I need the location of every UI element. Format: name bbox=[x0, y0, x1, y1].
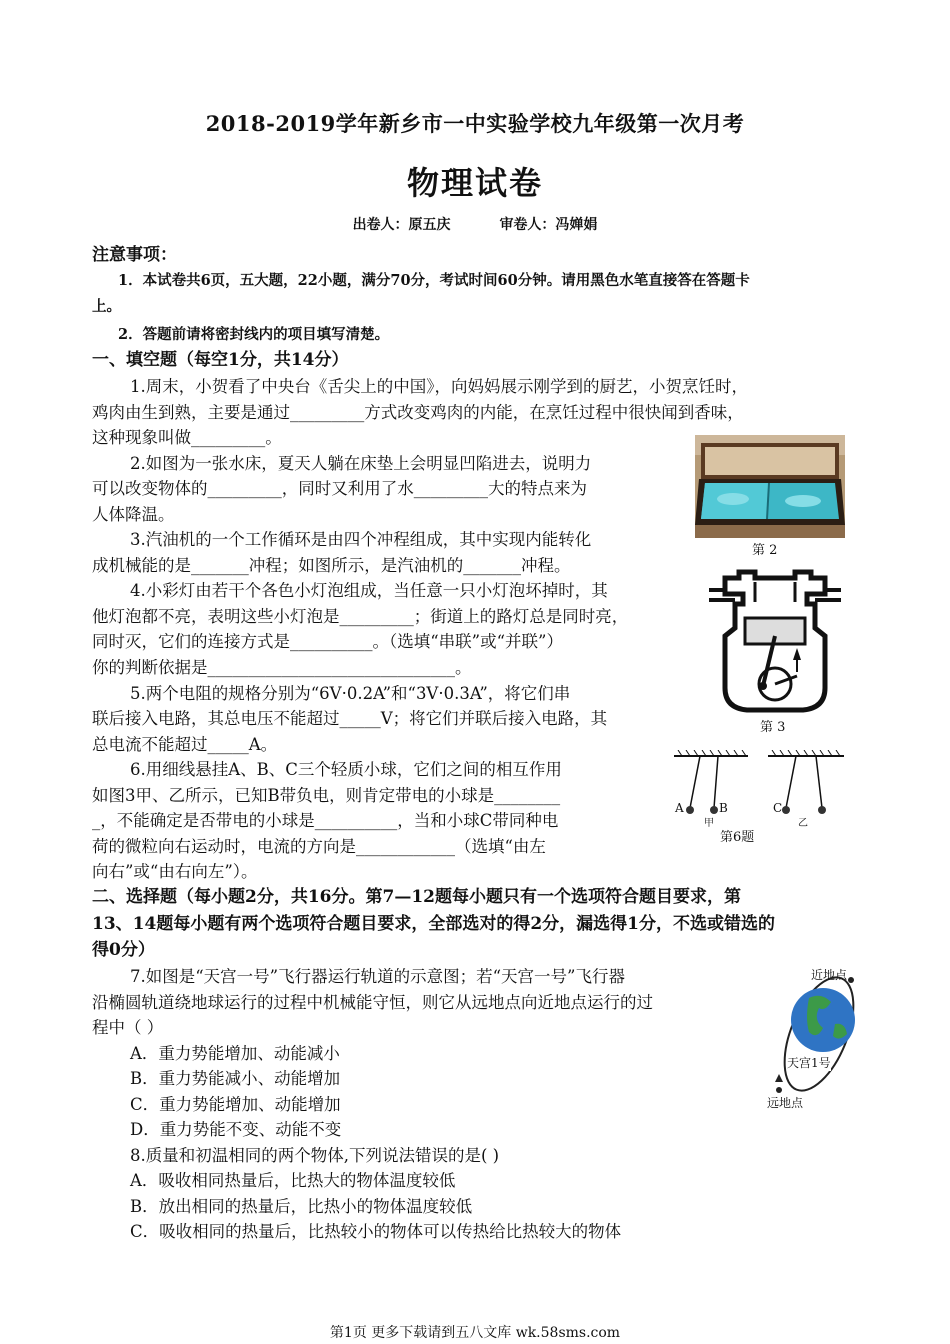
section2-heading-line: 13、14题每小题有两个选项符合题目要求，全部选对的得2分，漏选得1分，不选或错选的 bbox=[92, 914, 775, 934]
fig6-caption: 第6题 bbox=[720, 830, 755, 845]
q6-line: _，不能确定是否带电的小球是__________，当和小球C带同种电 bbox=[92, 811, 559, 830]
q6-line: 荷的微粒向右运动时，电流的方向是____________（选填“由左 bbox=[92, 837, 546, 856]
q5-line: 总电流不能超过_____A。 bbox=[92, 735, 278, 754]
notice-item-2: 2．答题前请将密封线内的项目填写清楚。 bbox=[118, 326, 390, 343]
q5-line: 联后接入电路，其总电压不能超过_____V；将它们并联后接入电路，其 bbox=[92, 709, 608, 728]
q7-option-a: A．重力势能增加、动能减小 bbox=[130, 1044, 340, 1063]
q4-line: 他灯泡都不亮，表明这些小灯泡是_________；街道上的路灯总是同时亮， bbox=[92, 607, 629, 626]
q7-option-c: C．重力势能增加、动能增加 bbox=[130, 1095, 341, 1114]
tiangong-label: 天宫1号 bbox=[787, 1056, 831, 1070]
notice-heading: 注意事项： bbox=[92, 245, 177, 265]
q6-line: 向右”或“由右向左”）。 bbox=[92, 862, 258, 881]
ball-b-label: B bbox=[719, 801, 728, 815]
fig2-caption: 第 2 bbox=[752, 543, 778, 558]
fig6-jia-label: 甲 bbox=[704, 818, 714, 829]
q1-line: 这种现象叫做_________。 bbox=[92, 428, 282, 447]
page-footer: 第1页 更多下载请到五八文库 wk.58sms.com bbox=[329, 1325, 621, 1341]
q4-line: 同时灭，它们的连接方式是__________。（选填“串联”或“并联”） bbox=[92, 632, 563, 651]
notice-item-1-cont: 上。 bbox=[92, 298, 121, 315]
orbit-figure bbox=[765, 962, 870, 1112]
q5-line: 5.两个电阻的规格分别为“6V·0.2A”和“3V·0.3A”，将它们串 bbox=[130, 684, 571, 703]
water-bed-figure bbox=[695, 435, 845, 538]
q7-line: 沿椭圆轨道绕地球运行的过程中机械能守恒，则它从远地点向近地点运行的过 bbox=[92, 993, 653, 1012]
q8-option-c: C．吸收相同的热量后，比热较小的物体可以传热给比热较大的物体 bbox=[130, 1222, 622, 1241]
q4-line: 4.小彩灯由若干个各色小灯泡组成，当任意一只小灯泡坏掉时，其 bbox=[130, 581, 608, 600]
ball-a-label: A bbox=[675, 801, 684, 815]
q2-line: 可以改变物体的_________，同时又利用了水_________大的特点来为 bbox=[92, 479, 587, 498]
q7-line: 程中（ ） bbox=[92, 1018, 164, 1037]
apogee-label: 远地点 bbox=[767, 1096, 804, 1110]
section1-heading: 一、填空题（每空1分，共14分） bbox=[92, 350, 349, 370]
author-line bbox=[0, 214, 950, 234]
reviewer: 审卷人：冯婵娟 bbox=[499, 217, 598, 233]
q7-option-b: B．重力势能减小、动能增加 bbox=[130, 1069, 341, 1088]
q7-line: 7.如图是“天宫一号”飞行器运行轨道的示意图；若“天宫一号”飞行器 bbox=[130, 967, 625, 986]
author: 出卷人：原五庆 bbox=[352, 217, 451, 233]
perigee-label: 近地点 bbox=[811, 968, 848, 982]
q8-stem: 8.质量和初温相同的两个物体,下列说法错误的是( ) bbox=[130, 1146, 500, 1165]
subject-title: 物理试卷 bbox=[406, 164, 543, 202]
fig6-yi-label: 乙 bbox=[798, 818, 808, 829]
q2-line: 2.如图为一张水床，夏天人躺在床垫上会明显凹陷进去，说明力 bbox=[130, 454, 592, 473]
q7-option-d: D．重力势能不变、动能不变 bbox=[130, 1120, 342, 1139]
engine-figure bbox=[705, 568, 845, 716]
notice-item-1: 1．本试卷共6页，五大题，22小题，满分70分，考试时间60分钟。请用黑色水笔直接答在答题卡 bbox=[118, 272, 750, 289]
q6-line: 6.用细线悬挂A、B、C三个轻质小球，它们之间的相互作用 bbox=[130, 760, 562, 779]
q8-option-b: B．放出相同的热量后，比热小的物体温度较低 bbox=[130, 1197, 473, 1216]
q2-line: 人体降温。 bbox=[92, 505, 175, 524]
hanging-balls-figure bbox=[670, 750, 850, 830]
q6-line: 如图3甲、乙所示，已知B带负电，则肯定带电的小球是________ bbox=[92, 786, 561, 805]
q1-line: 1.周末，小贺看了中央台《舌尖上的中国》，向妈妈展示刚学到的厨艺，小贺烹饪时， bbox=[130, 377, 748, 396]
q1-line: 鸡肉由生到熟，主要是通过_________方式改变鸡肉的内能，在烹饪过程中很快闻到香味， bbox=[92, 403, 744, 422]
section2-heading-line: 得0分） bbox=[92, 940, 155, 960]
ball-c-label: C bbox=[773, 801, 783, 815]
q3-line: 成机械能的是_______冲程；如图所示，是汽油机的_______冲程。 bbox=[92, 556, 571, 575]
q4-line: 你的判断依据是______________________________。 bbox=[92, 658, 472, 677]
section2-heading-line: 二、选择题（每小题2分，共16分。第7—12题每小题只有一个选项符合题目要求，第 bbox=[92, 887, 741, 907]
exam-title: 2018-2019学年新乡市一中实验学校九年级第一次月考 bbox=[205, 111, 745, 136]
fig3-caption: 第 3 bbox=[760, 720, 786, 735]
q8-option-a: A．吸收相同热量后，比热大的物体温度较低 bbox=[130, 1171, 456, 1190]
q3-line: 3.汽油机的一个工作循环是由四个冲程组成，其中实现内能转化 bbox=[130, 530, 592, 549]
